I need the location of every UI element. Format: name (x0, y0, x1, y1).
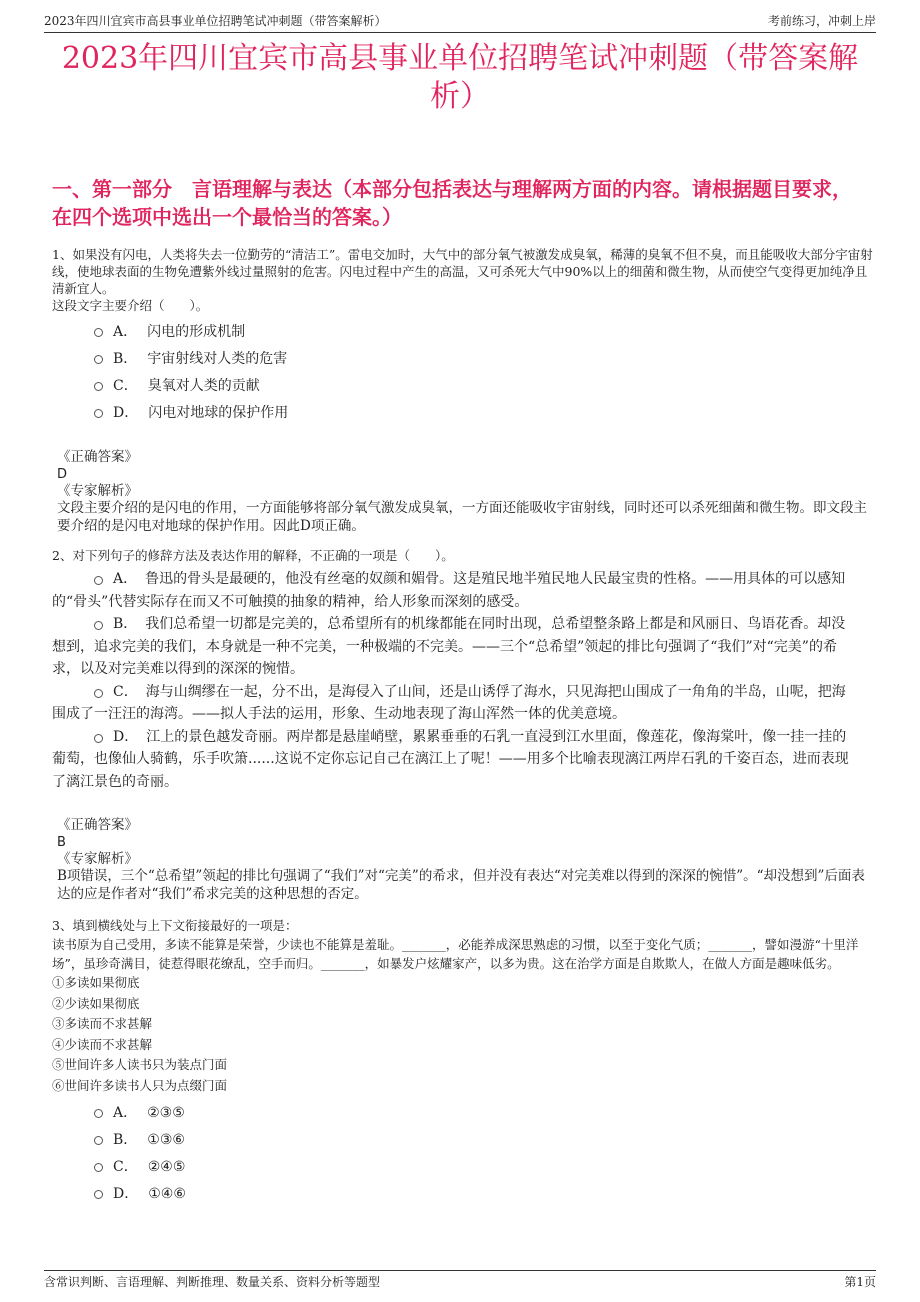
option-letter: A． (113, 1105, 138, 1121)
radio-icon[interactable] (94, 409, 103, 418)
option-text: 宇宙射线对人类的危害 (147, 351, 288, 367)
option-a[interactable] (52, 319, 876, 346)
header-doc-title: 2023年四川宜宾市高县事业单位招聘笔试冲刺题（带答案解析） (44, 14, 387, 28)
radio-icon[interactable] (94, 1136, 103, 1145)
page-footer (44, 1270, 876, 1291)
option-b[interactable] (52, 346, 876, 373)
option-b[interactable] (52, 613, 876, 681)
question-list (52, 246, 876, 1208)
options-list (52, 1100, 876, 1208)
radio-icon[interactable] (94, 576, 103, 585)
question-3 (52, 917, 876, 1208)
option-c[interactable] (52, 681, 876, 726)
option-text: ①③⑥ (147, 1132, 185, 1148)
question-stem: 3、填到横线处与上下文衔接最好的一项是： (52, 918, 298, 933)
option-d[interactable] (52, 726, 876, 794)
option-letter: C． (113, 378, 138, 394)
question-stem: 2、对下列句子的修辞方法及表达作用的解释，不正确的一项是（ ）。 (52, 548, 454, 563)
option-c[interactable] (52, 373, 876, 400)
answer-label: 《正确答案》 (57, 817, 138, 833)
option-letter: A． (113, 324, 138, 340)
option-text: 江上的景色越发奇丽。两岸都是悬崖峭壁，累累垂垂的石乳一直浸到江水里面，像莲花，像海棠叶，像一挂一挂的葡萄，也像仙人骑鹤，乐手吹箫......这说不定你忘记自己在漓江上了呢！——用多个比喻表现漓江两岸石乳的千姿百态，进而表现了漓江景色的奇丽。 (52, 728, 849, 790)
option-text: ①④⑥ (148, 1186, 186, 1202)
option-text: 海与山绸缪在一起，分不出，是海侵入了山间，还是山诱俘了海水，只见海把山围成了一角角的半岛，山呢，把海围成了一汪汪的海湾。——拟人手法的运用，形象、生动地表现了海山浑然一体的优美意境。 (52, 683, 846, 722)
radio-icon[interactable] (94, 621, 103, 630)
section-heading: 一、第一部分 言语理解与表达（本部分包括表达与理解两方面的内容。请根据题目要求，在四个选项中选出一个最恰当的答案。） (52, 177, 852, 229)
radio-icon[interactable] (94, 355, 103, 364)
statement-4: ④少读而不求甚解 (52, 1036, 153, 1052)
question-2 (52, 547, 876, 903)
option-c[interactable] (52, 1154, 876, 1181)
option-text: 闪电对地球的保护作用 (148, 405, 289, 421)
analysis-label: 《专家解析》 (57, 483, 138, 499)
option-letter: B． (113, 616, 138, 632)
answer-label: 《正确答案》 (57, 449, 138, 465)
analysis-text: 文段主要介绍的是闪电的作用，一方面能够将部分氧气激发成臭氧，一方面还能吸收宇宙射线，同时还可以杀死细菌和微生物。即文段主要介绍的是闪电对地球的保护作用。因此D项正确。 (57, 500, 867, 534)
radio-icon[interactable] (94, 734, 103, 743)
radio-icon[interactable] (94, 689, 103, 698)
option-letter: D． (113, 728, 139, 745)
radio-icon[interactable] (94, 1190, 103, 1199)
option-text: 我们总希望一切都是完美的，总希望所有的机缘都能在同时出现，总希望整条路上都是和风丽日、鸟语花香。却没想到，追求完美的我们，本身就是一种不完美，一种极端的不完美。——三个“总希望”领起的排比句强调了“我们”对“完美”的希求，以及对完美难以得到的深深的惋惜。 (52, 616, 846, 677)
option-d[interactable] (52, 1181, 876, 1208)
answer-value: B (57, 835, 66, 850)
question-passage: 读书原为自己受用，多读不能算是荣誉，少读也不能算是羞耻。_______，必能养成深思熟虑的习惯，以至于变化气质；_______，譬如漫游“十里洋场”，虽珍奇满目，徒惹得眼花缭乱，空手而归。_______，如暴发户炫耀家产，以多为贵。这在治学方面是自欺欺人，在做人方面是趣味低劣。 (52, 937, 859, 971)
footer-description: 含常识判断、言语理解、判断推理、数量关系、资料分析等题型 (44, 1275, 381, 1289)
answer-block (52, 817, 876, 903)
radio-icon[interactable] (94, 328, 103, 337)
answer-block (52, 449, 876, 535)
statement-1: ①多读如果彻底 (52, 975, 140, 990)
option-text: ②④⑤ (147, 1159, 186, 1175)
option-text: 鲁迅的骨头是最硬的，他没有丝毫的奴颜和媚骨。这是殖民地半殖民地人民最宝贵的性格。——用具体的可以感知的“骨头”代替实际存在而又不可触摸的抽象的精神，给人形象而深刻的感受。 (52, 571, 846, 610)
option-letter: A． (113, 571, 138, 587)
options-list (52, 568, 876, 793)
question-prompt: 这段文字主要介绍（ ）。 (52, 298, 209, 313)
option-a[interactable] (52, 568, 876, 613)
option-text: 闪电的形成机制 (147, 324, 246, 340)
option-letter: C． (113, 683, 138, 700)
analysis-label: 《专家解析》 (57, 851, 138, 867)
page-number: 第1页 (844, 1275, 876, 1289)
page-header (44, 10, 876, 33)
question-stem: 1、如果没有闪电，人类将失去一位勤劳的“清洁工”。雷电交加时，大气中的部分氧气被激发成臭氧，稀薄的臭氧不但不臭，而且能吸收大部分宇宙射线，使地球表面的生物免遭紫外线过量照射的危害。闪电过程中产生的高温，又可杀死大气中90%以上的细菌和微生物，从而使空气变得更加纯净且清新宜人。 (52, 247, 873, 296)
page-title: 2023年四川宜宾市高县事业单位招聘笔试冲刺题（带答案解析） (61, 41, 859, 114)
option-letter: B． (113, 1132, 138, 1148)
statement-6: ⑥世间许多读书人只为点缀门面 (52, 1077, 228, 1093)
option-letter: D． (113, 405, 139, 421)
statement-3: ③多读而不求甚解 (52, 1016, 153, 1031)
options-list (52, 319, 876, 427)
option-d[interactable] (52, 400, 876, 427)
option-a[interactable] (52, 1100, 876, 1127)
analysis-text: B项错误，三个“总希望”领起的排比句强调了“我们”对“完美”的希求，但并没有表达“对完美难以得到的深深的惋惜”。“却没想到”后面表达的应是作者对“我们”希求完美的这种思想的否定。 (57, 868, 865, 902)
option-letter: C． (113, 1159, 138, 1175)
radio-icon[interactable] (94, 1163, 103, 1172)
radio-icon[interactable] (94, 1109, 103, 1118)
option-letter: D． (113, 1186, 139, 1202)
question-1 (52, 246, 876, 535)
option-text: 臭氧对人类的贡献 (147, 378, 260, 394)
header-slogan: 考前练习，冲刺上岸 (767, 14, 876, 28)
statement-2: ②少读如果彻底 (52, 995, 140, 1011)
option-text: ②③⑤ (147, 1105, 185, 1121)
statement-5: ⑤世间许多人读书只为装点门面 (52, 1057, 228, 1072)
option-letter: B． (113, 351, 138, 367)
answer-value: D (57, 467, 68, 482)
radio-icon[interactable] (94, 382, 103, 391)
choice-statements (52, 973, 876, 1096)
option-b[interactable] (52, 1127, 876, 1154)
